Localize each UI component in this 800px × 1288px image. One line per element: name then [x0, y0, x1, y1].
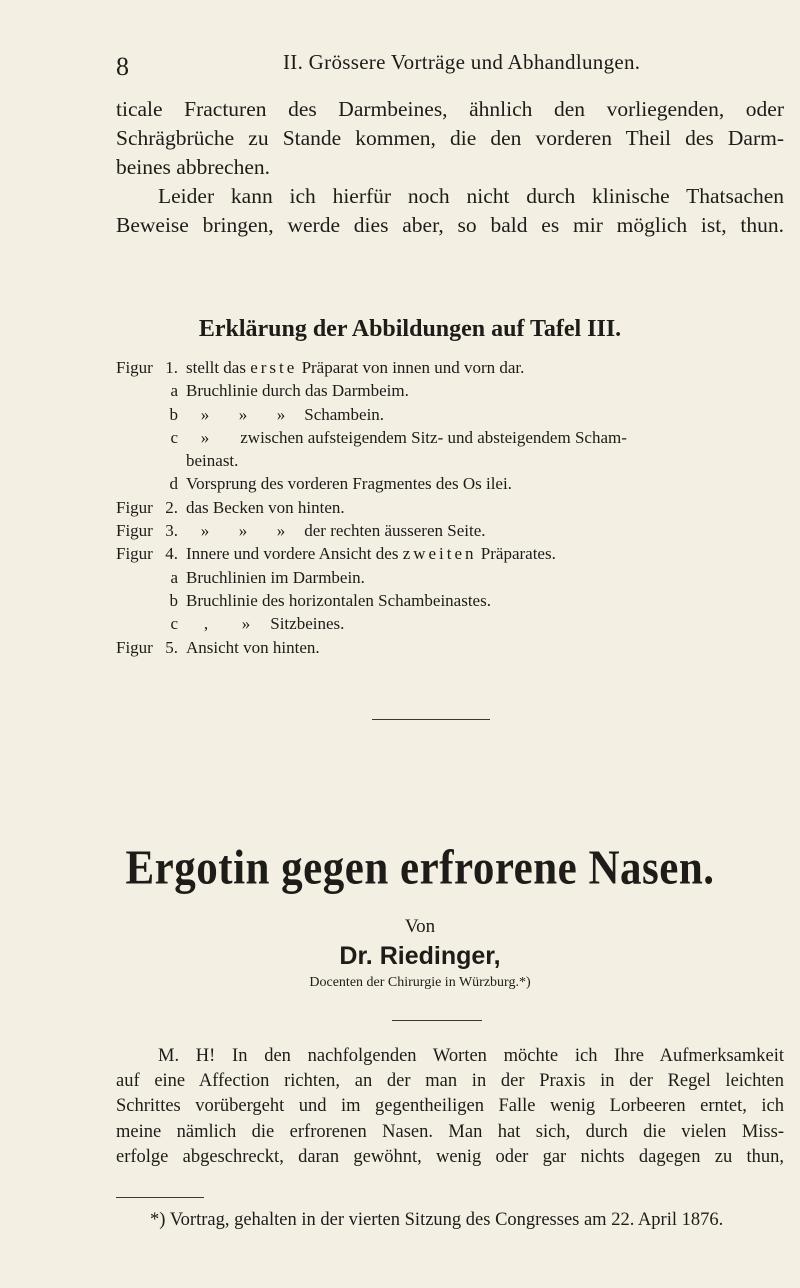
legend-key: c — [170, 427, 178, 447]
legend-title: Erklärung der Abbildungen auf Tafel III. — [198, 316, 622, 342]
legend-text: stellt das erste Präparat von innen und vorn dar. — [186, 358, 525, 377]
body-line: Schrittes vorübergeht und im gegentheiligen Falle wenig Lorbeeren erntet, ich — [116, 1096, 784, 1117]
legend-label: Figur — [116, 358, 153, 377]
body-line: meine nämlich die erfrorenen Nasen. Man hat sich, durch die vielen Miss- — [116, 1121, 784, 1142]
legend-row — [116, 356, 796, 379]
legend-key: 2. — [165, 497, 178, 517]
legend-key: a — [170, 567, 178, 587]
legend-key: c — [170, 614, 178, 634]
legend-key: 5. — [165, 637, 178, 657]
author-name: Dr. Riedinger, — [339, 942, 501, 970]
intro-line: Schrägbrüche zu Stande kommen, die den vorderen Theil des Darm- — [116, 126, 784, 150]
legend-row — [116, 566, 796, 589]
legend-text: Bruchlinie des horizontalen Schambeinastes. — [186, 590, 491, 610]
legend-text: beinast. — [186, 451, 239, 471]
legend-key: 3. — [165, 521, 178, 541]
legend-row — [116, 636, 796, 659]
legend-row — [116, 403, 796, 426]
footnote-rule — [116, 1197, 204, 1198]
author-affiliation: Docenten der Chirurgie in Würzburg.*) — [309, 975, 531, 990]
legend-row — [116, 496, 796, 519]
legend-key: d — [169, 474, 178, 494]
section-divider — [372, 719, 490, 720]
intro-line: Leider kann ich hierfür noch nicht durch klinische Thatsachen — [158, 184, 784, 208]
legend-text: Bruchlinie durch das Darmbeim. — [186, 381, 409, 401]
legend-key: b — [169, 590, 178, 610]
legend-row — [116, 379, 796, 402]
figure-legend — [116, 356, 796, 659]
legend-row — [116, 612, 796, 635]
legend-row — [116, 542, 796, 565]
legend-text: Innere und vordere Ansicht des zweiten Präparates. — [186, 544, 556, 564]
article-body — [116, 1044, 784, 1170]
legend-row — [116, 449, 796, 472]
legend-text: , » Sitzbeines. — [203, 614, 345, 634]
legend-text: Ansicht von hinten. — [186, 637, 320, 657]
legend-key: 1. — [165, 358, 178, 377]
intro-line: Beweise bringen, werde dies aber, so bald es mir möglich ist, thun. — [116, 213, 784, 237]
legend-key: b — [169, 404, 178, 424]
legend-text: Bruchlinien im Darmbein. — [186, 567, 365, 587]
body-line: erfolge abgeschreckt, daran gewöhnt, wenig oder gar nichts dagegen zu thun, — [116, 1146, 784, 1167]
legend-key: a — [170, 381, 178, 401]
running-title: II. Grössere Vorträge und Abhandlungen. — [283, 50, 641, 74]
intro-line: ticale Fracturen des Darmbeines, ähnlich den vorliegenden, oder — [116, 97, 784, 121]
legend-text: Vorsprung des vorderen Fragmentes des Os ilei. — [186, 474, 512, 494]
legend-label: Figur — [116, 637, 153, 657]
legend-row — [116, 472, 796, 495]
intro-paragraph — [116, 95, 784, 240]
body-line: M. H! In den nachfolgenden Worten möchte ich Ihre Aufmerksamkeit — [158, 1046, 784, 1066]
legend-text: » » » Schambein. — [200, 404, 385, 424]
intro-line: beines abbrechen. — [116, 155, 271, 179]
legend-label: Figur — [116, 521, 153, 541]
legend-label: Figur — [116, 497, 153, 517]
legend-row — [116, 426, 796, 449]
page-header — [116, 50, 796, 82]
legend-row — [116, 519, 796, 542]
page-number: 8 — [116, 52, 129, 81]
title-divider — [392, 1020, 482, 1021]
byline-von: Von — [404, 916, 436, 937]
legend-key: 4. — [165, 544, 178, 564]
legend-label: Figur — [116, 544, 153, 564]
legend-text: das Becken von hinten. — [186, 497, 345, 517]
legend-text: » » » der rechten äusseren Seite. — [200, 521, 486, 541]
legend-text: » zwischen aufsteigendem Sitz- und absteigendem Scham- — [200, 427, 627, 447]
article-title: Ergotin gegen erfrorene Nasen. — [125, 842, 715, 895]
body-line: auf eine Affection richten, an der man in der Praxis in der Regel leichten — [116, 1071, 784, 1092]
footnote: *) Vortrag, gehalten in der vierten Sitzung des Congresses am 22. April 1876. — [150, 1210, 724, 1230]
legend-row — [116, 589, 796, 612]
